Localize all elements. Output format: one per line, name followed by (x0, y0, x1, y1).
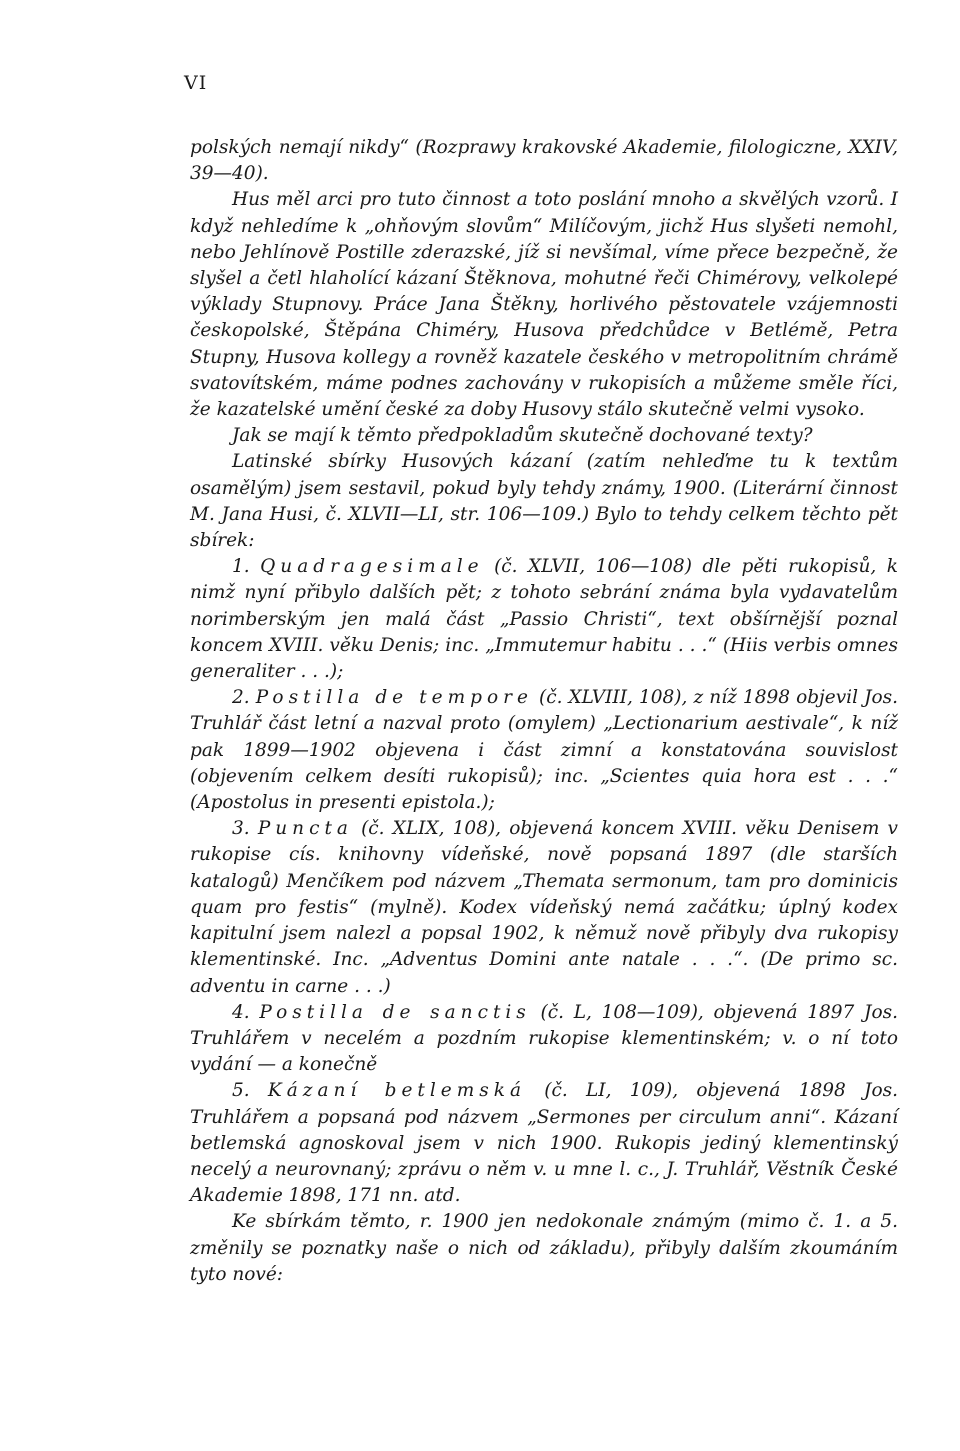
list-item-title: Puncta (257, 818, 353, 840)
page-number: VI (184, 72, 208, 94)
list-item-text: (č. XLVIII, 108), z níž 1898 objevil Jos. Truhlář část letní a nazval proto (omylem) „Lectionarium aestivale“, k níž pak 1899—1902 objevena i část zimní a konstatována souvislost (objevením celkem desíti rukopisů); inc. „Scientes quia hora est . . .“ (Apostolus in presenti epistola.); (190, 687, 899, 814)
list-item-title: Postilla de tempore (255, 687, 533, 709)
paragraph-new-findings: Ke sbírkám těmto, r. 1900 jen nedokonale známým (mimo č. 1. a 5. změnily se poznatky naše o nich od základu), přibyly dalším zkoumáním tyto nové: (190, 1211, 898, 1285)
paragraph-question: Jak se mají k těmto předpokladům skutečně dochované texty? (232, 425, 813, 447)
list-item-title: Postilla de sanctis (259, 1001, 531, 1023)
body-text (190, 135, 898, 1288)
list-item-text: (č. L, 108—109), objevená 1897 Jos. Truhlářem v necelém a pozdním rukopise klementinském; v. o ní toto vydání — a konečně (190, 1001, 898, 1076)
paragraph-hus-predecessors: Hus měl arci pro tuto činnost a toto poslání mnoho a skvělých vzorů. I když nehledíme k „ohňovým slovům“ Milíčovým, jichž Hus slyšeti nemohl, nebo Jehlínově Postille zderazské, jíž si nevšímal, víme přece bezpečně, že slyšel a četl hlaholící kázaní Štěknova, mohutné řeči Chimérovy, velkolepé výklady Stupnovy. Práce Jana Štěkny, horlivého pěstovatele vzájemnosti českopolské, Štěpána Chiméry, Husova předchůdce v Betlémě, Petra Stupny, Husova kollegy a rovněž kazatele českého v metropolitním chrámě svatovítském, máme podnes zachovány v rukopisích a můžeme směle říci, že kazatelské umění české za doby Husovy stálo skutečně velmi vysoko. (190, 189, 898, 421)
paragraph-latin-collections: Latinské sbírky Husových kázaní (zatím nehleďme tu k textům osamělým) jsem sestavil, pokud byly tehdy známy, 1900. (Literární činnost M. Jana Husi, č. XLVII—LI, str. 106—109.) Bylo to tehdy celkem těchto pět sbírek: (190, 451, 898, 552)
list-item-text: (č. LI, 109), objevená 1898 Jos. Truhlářem a popsaná pod názvem „Sermones per circulum anni“. Kázaní betlemská agnoskoval jsem v nich 1900. Rukopis jediný klementinský necelý a neurovnaný; zprávu o něm v. u mne l. c., J. Truhlář, Věstník České Akademie 1898, 171 nn. atd. (190, 1080, 898, 1207)
list-item-kazani-betlemska (190, 1078, 898, 1209)
list-item-puncta (190, 816, 898, 999)
list-item-postilla-de-sanctis (190, 1000, 898, 1079)
list-item-number: 5. (232, 1080, 250, 1102)
list-item-text: (č. XLVII, 106—108) dle pěti rukopisů, k nimž nyní přibylo dalších pět; z tohoto sebrání známa byla vydavatelům norimberským jen malá část „Passio Christi“, text obšírnější poznal koncem XVIII. věku Denis; inc. „Immutemur habitu . . .“ (Hiis verbis omnes generaliter . . .); (190, 556, 898, 683)
list-item-postilla-de-tempore (190, 685, 898, 816)
list-item-quadragesimale (190, 554, 898, 685)
list-item-number: 2. (232, 687, 250, 709)
list-item-title: Kázaní betlemská (267, 1080, 527, 1102)
list-item-number: 1. (232, 556, 250, 578)
list-item-text: (č. XLIX, 108), objevená koncem XVIII. věku Denisem v rukopise cís. knihovny vídeňské, nově popsaná 1897 (dle starších katalogů) Menčíkem pod názvem „Themata sermonum, tam pro dominicis quam pro festis“ (mylně). Kodex vídeňský nemá začátku; úplný kodex kapitulní jsem nalezl a popsal 1902, k němuž nově přibyly dva rukopisy klementinské. Inc. „Adventus Domini ante natale . . .“. (De primo sc. adventu in carne . . .) (190, 818, 898, 997)
list-item-title: Quadragesimale (260, 556, 484, 578)
paragraph-citation-continuation: polských nemají nikdy“ (Rozprawy krakovské Akademie, filologiczne, XXIV, 39—40). (190, 137, 898, 185)
list-item-number: 3. (232, 818, 250, 840)
list-item-number: 4. (232, 1001, 250, 1023)
